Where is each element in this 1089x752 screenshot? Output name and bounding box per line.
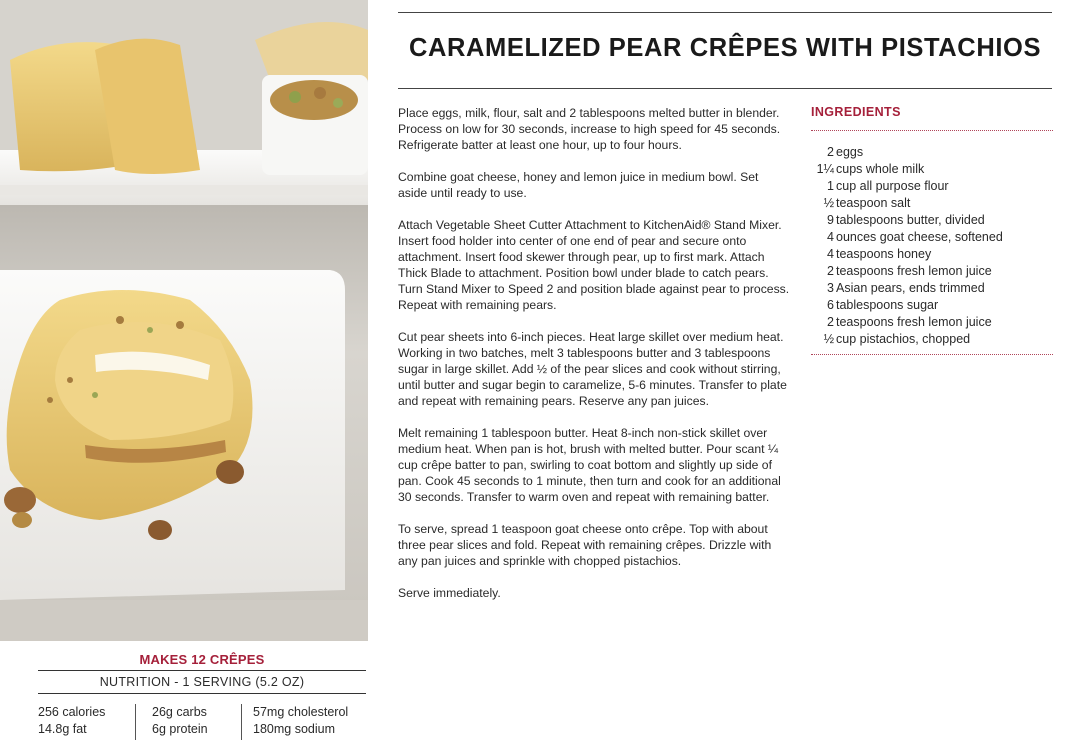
ingredient-desc: tablespoons butter, divided [836, 213, 985, 227]
ingredient-qty: 6 [827, 298, 834, 312]
nutrition-divider [241, 704, 242, 740]
ingredient-desc: eggs [836, 145, 864, 159]
crepes-photo [0, 0, 368, 641]
ingredient-desc: Asian pears, ends trimmed [836, 281, 985, 295]
ingredient-item [811, 212, 1053, 229]
ingredients-heading: INGREDIENTS [811, 105, 901, 119]
nutrition-column-3 [253, 704, 348, 738]
ingredient-qty: 9 [827, 213, 834, 227]
ingredient-qty: 4 [827, 247, 834, 261]
ingredient-qty: 2 [827, 264, 834, 278]
nutrition-protein: 6g protein [152, 722, 208, 736]
nutrition-column-2 [152, 704, 208, 738]
ingredient-qty: 4 [827, 230, 834, 244]
ingredient-item [811, 246, 1053, 263]
ingredient-item [811, 263, 1053, 280]
title-rule-top [398, 12, 1052, 13]
instruction-step: Attach Vegetable Sheet Cutter Attachment to KitchenAid® Stand Mixer. Insert food holder into center of one end of pear and secure onto attachment. Insert food skewer through pear, up to first mark. Attach Thick Blade to attachment. Position bowl under blade to catch pears. Turn Stand Mixer to Speed 2 and position blade against pear to process. Repeat with remaining pears. [398, 218, 790, 312]
crepes-illustration [0, 0, 368, 641]
nutrition-sodium: 180mg sodium [253, 722, 335, 736]
ingredient-item [811, 314, 1053, 331]
ingredient-qty: 1¼ [816, 162, 834, 176]
yield-label: MAKES 12 CRÊPES [139, 652, 265, 667]
ingredients-divider-top [811, 130, 1053, 131]
nutrition-column-1 [38, 704, 105, 738]
ingredients-divider-bottom [811, 354, 1053, 355]
ingredient-desc: cup pistachios, chopped [836, 332, 971, 346]
ingredient-qty: 2 [827, 315, 834, 329]
recipe-title: CARAMELIZED PEAR CRÊPES WITH PISTACHIOS [408, 34, 1042, 62]
ingredient-desc: tablespoons sugar [836, 298, 939, 312]
ingredient-item [811, 297, 1053, 314]
nutrition-facts [38, 704, 366, 740]
ingredient-item [811, 229, 1053, 246]
ingredient-qty: 2 [827, 145, 834, 159]
ingredient-item [811, 178, 1053, 195]
ingredient-desc: teaspoons fresh lemon juice [836, 315, 992, 329]
ingredient-qty: 1 [827, 179, 834, 193]
nutrition-fat: 14.8g fat [38, 722, 87, 736]
ingredient-qty: ½ [823, 196, 834, 210]
ingredient-desc: cup all purpose flour [836, 179, 949, 193]
ingredient-item [811, 331, 1053, 348]
ingredient-item [811, 161, 1053, 178]
nutrition-calories: 256 calories [38, 705, 106, 719]
instruction-step: Serve immediately. [398, 586, 501, 600]
instruction-step: Melt remaining 1 tablespoon butter. Heat 8-inch non-stick skillet over medium heat. When pan is hot, brush with melted butter. Pour scant ¼ cup crêpe batter to pan, swirling to coat bottom and slightly up side of pan. Cook 45 seconds to 1 minute, then turn and cook for an additional 30 seconds. Transfer to warm oven and repeat with remaining batter. [398, 426, 781, 504]
instruction-step: Combine goat cheese, honey and lemon juice in medium bowl. Set aside until ready to use. [398, 170, 759, 200]
instructions [398, 105, 790, 617]
ingredient-item [811, 144, 1053, 161]
ingredient-item [811, 280, 1053, 297]
ingredient-desc: ounces goat cheese, softened [836, 230, 1003, 244]
instruction-step: Place eggs, milk, flour, salt and 2 tablespoons melted butter in blender. Process on low for 30 seconds, increase to high speed for 45 seconds. Refrigerate batter at least one hour, up to four hours. [398, 106, 781, 152]
ingredient-desc: teaspoons honey [836, 247, 932, 261]
instruction-step: To serve, spread 1 teaspoon goat cheese onto crêpe. Top with about three pear slices and fold. Repeat with remaining crêpes. Drizzle with any pan juices and sprinkle with chopped pistachios. [398, 522, 772, 568]
ingredient-qty: ½ [823, 332, 834, 346]
title-rule-bottom [398, 88, 1052, 89]
instruction-step: Cut pear sheets into 6-inch pieces. Heat large skillet over medium heat. Working in two batches, melt 3 tablespoons butter and 3 tablespoons sugar in large skillet. Add ½ of the pear slices and cook without stirring, until butter and sugar begin to caramelize, 5-6 minutes. Transfer to plate and repeat with remaining pears. Reserve any pan juices. [398, 330, 787, 408]
nutrition-carbs: 26g carbs [152, 705, 207, 719]
ingredients-list [811, 144, 1053, 348]
nutrition-header: NUTRITION - 1 SERVING (5.2 OZ) [38, 670, 366, 694]
ingredient-desc: cups whole milk [836, 162, 925, 176]
nutrition-cholesterol: 57mg cholesterol [253, 705, 349, 719]
ingredient-desc: teaspoons fresh lemon juice [836, 264, 992, 278]
ingredient-desc: teaspoon salt [836, 196, 911, 210]
ingredient-qty: 3 [827, 281, 834, 295]
ingredient-item [811, 195, 1053, 212]
nutrition-divider [135, 704, 136, 740]
